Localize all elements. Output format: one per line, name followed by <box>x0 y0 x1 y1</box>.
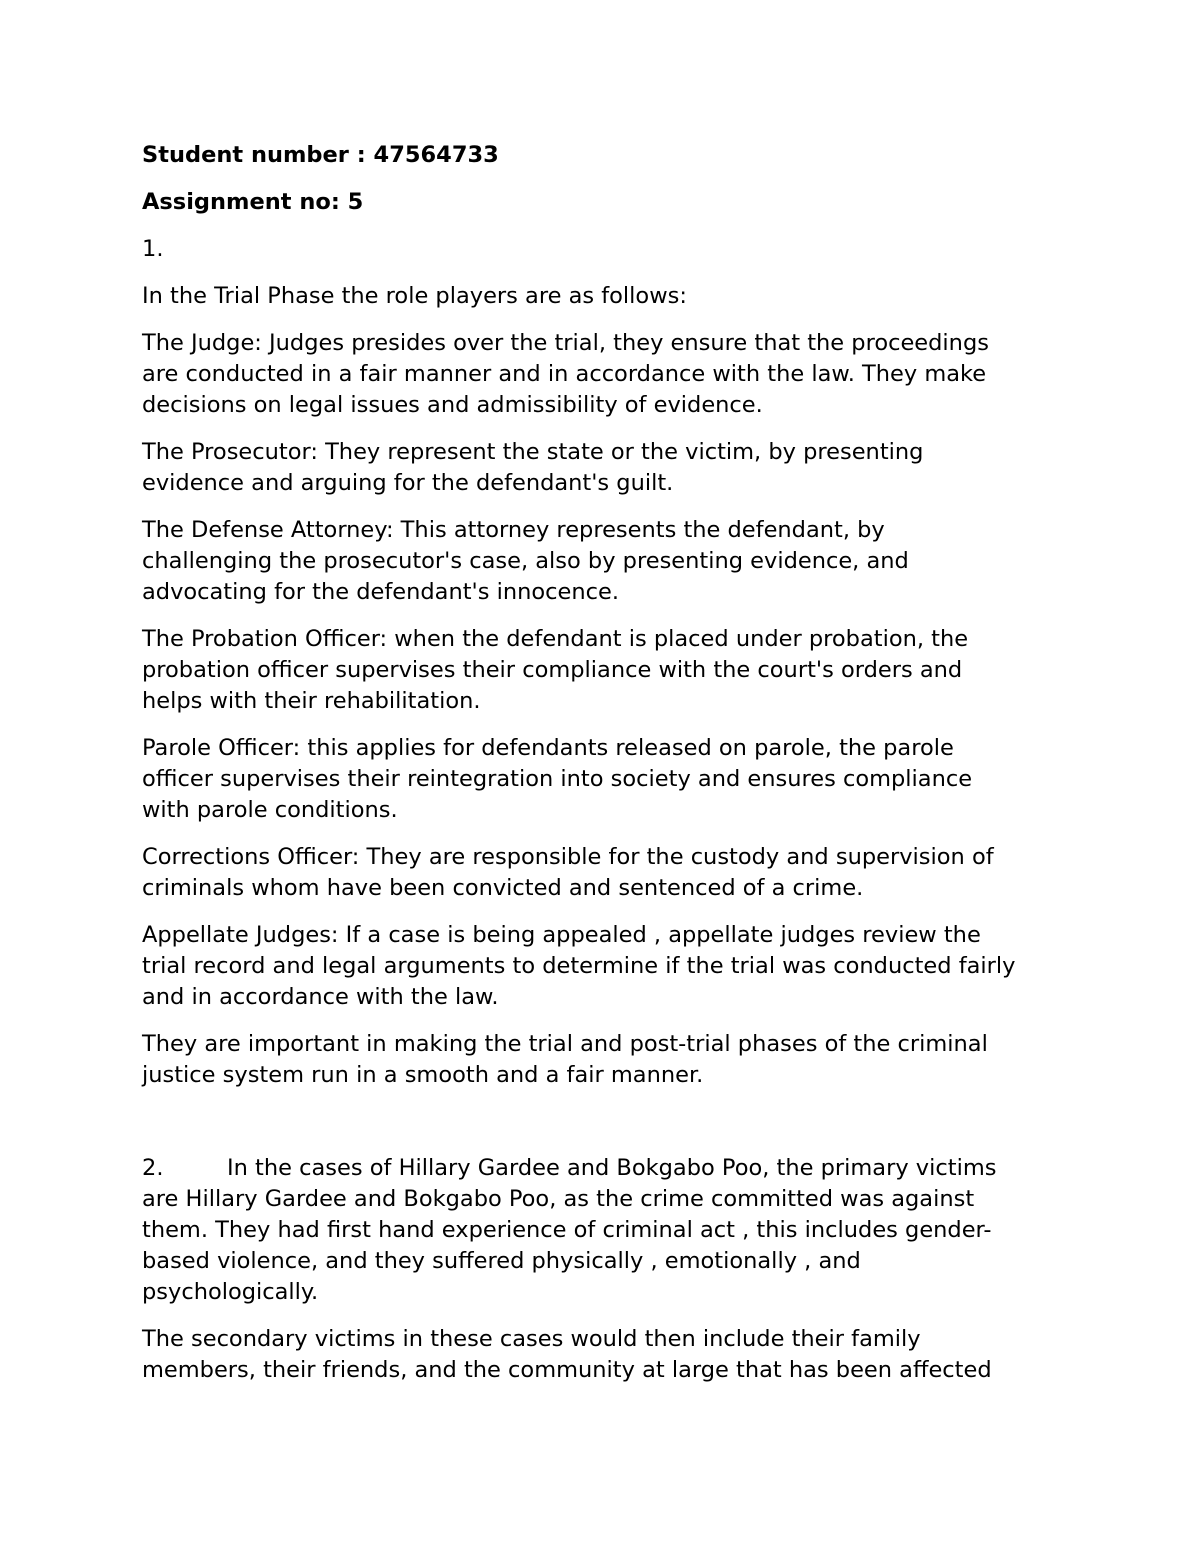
paragraph-section-1-conclusion: They are important in making the trial and post-trial phases of the criminal justice system run in a smooth and a fair manner. <box>142 1031 988 1088</box>
document-body <box>142 140 1062 1402</box>
paragraph-probation-officer: The Probation Officer: when the defendant is placed under probation, the probation officer supervises their compliance with the court's orders and helps with their rehabilitation. <box>142 626 969 714</box>
section-2-number: 2. <box>142 1155 164 1181</box>
section-1-number: 1. <box>142 236 164 262</box>
paragraph-judge: The Judge: Judges presides over the trial, they ensure that the proceedings are conducted in a fair manner and in accordance with the law. They make decisions on legal issues and admissibility of evidence. <box>142 330 989 418</box>
paragraph-appellate-judges: Appellate Judges: If a case is being appealed , appellate judges review the trial record and legal arguments to determine if the trial was conducted fairly and in accordance with the law. <box>142 922 1016 1010</box>
student-number-heading: Student number : 47564733 <box>142 142 499 168</box>
paragraph-primary-victims <box>142 1153 1062 1308</box>
assignment-number-heading: Assignment no: 5 <box>142 189 364 215</box>
paragraph-prosecutor: The Prosecutor: They represent the state or the victim, by presenting evidence and arguing for the defendant's guilt. <box>142 439 924 496</box>
primary-victims-text: In the cases of Hillary Gardee and Bokgabo Poo, the primary victims are Hillary Gardee and Bokgabo Poo, as the crime committed was against them. They had first hand experience of criminal act , this includes gender- based violence, and they suffered physically , emotionally , and psychologically. <box>142 1155 997 1305</box>
paragraph-secondary-victims: The secondary victims in these cases would then include their family members, their friends, and the community at large that has been affected <box>142 1326 992 1383</box>
paragraph-corrections-officer: Corrections Officer: They are responsible for the custody and supervision of criminals whom have been convicted and sentenced of a crime. <box>142 844 994 901</box>
paragraph-defense-attorney: The Defense Attorney: This attorney represents the defendant, by challenging the prosecutor's case, also by presenting evidence, and advocating for the defendant's innocence. <box>142 517 909 605</box>
section-1-intro: In the Trial Phase the role players are as follows: <box>142 283 687 309</box>
paragraph-parole-officer: Parole Officer: this applies for defendants released on parole, the parole officer supervises their reintegration into society and ensures compliance with parole conditions. <box>142 735 973 823</box>
